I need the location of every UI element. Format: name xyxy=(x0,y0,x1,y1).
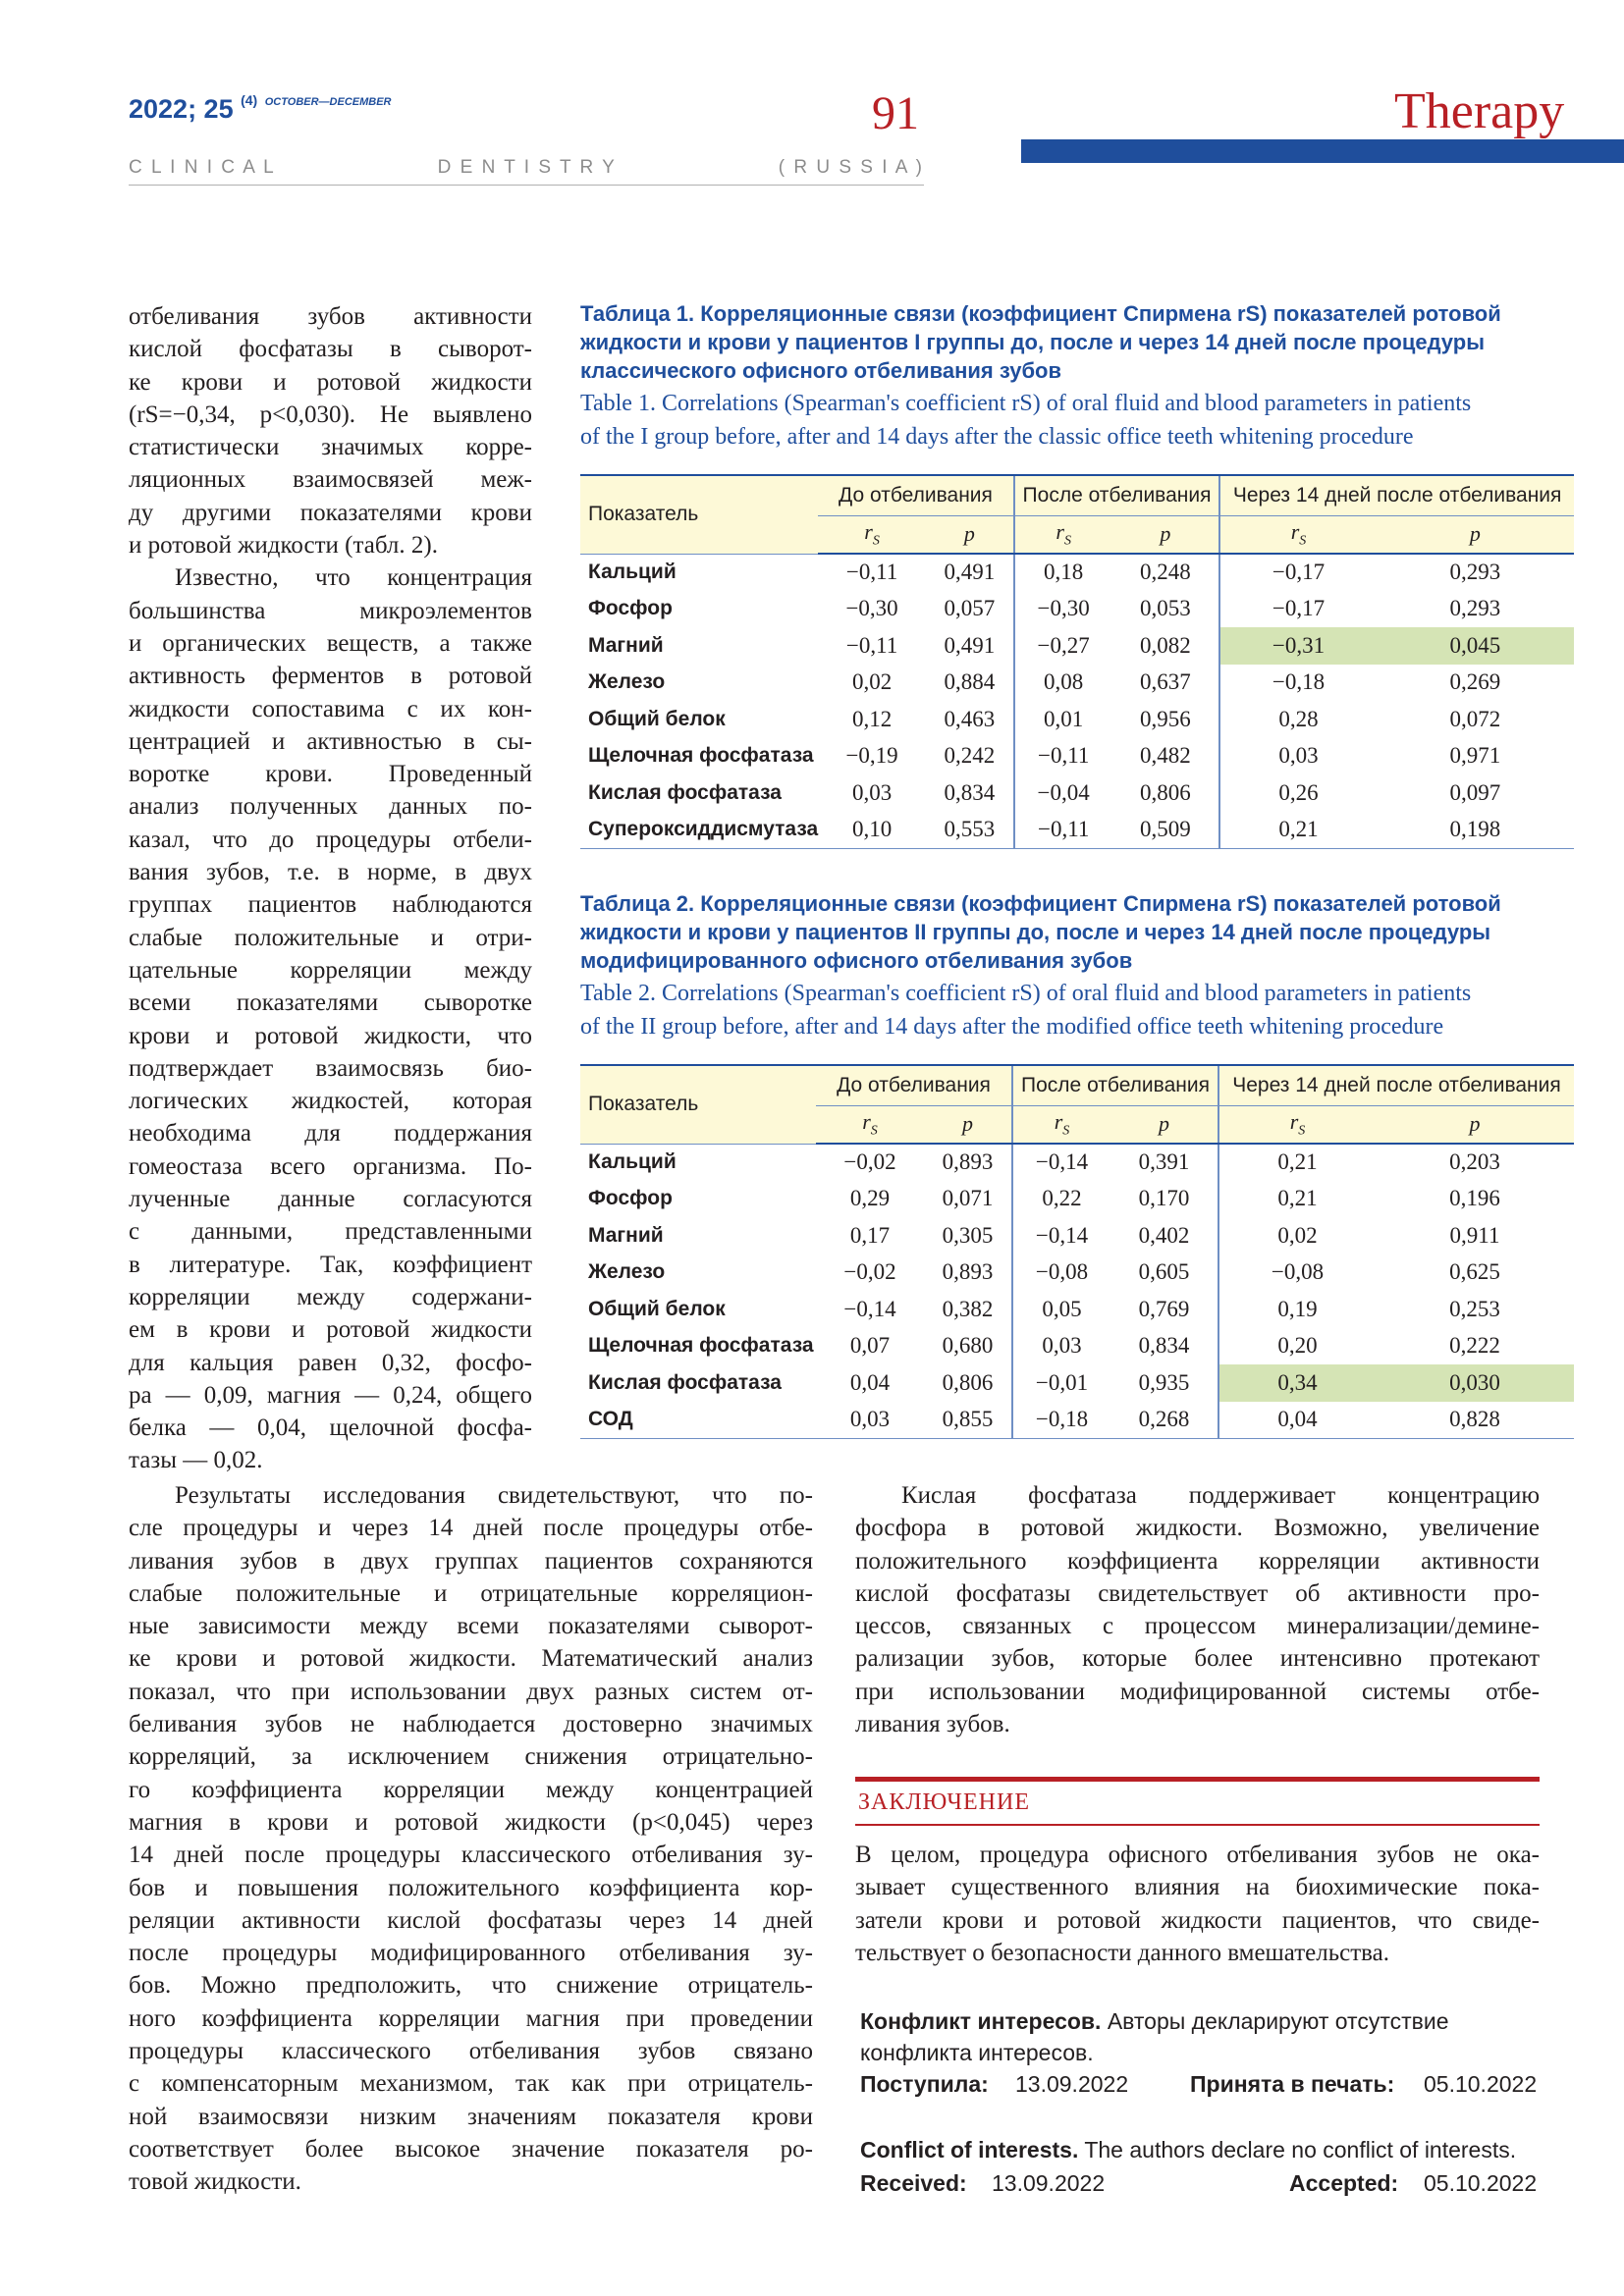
text-line: белка — 0,04, щелочной фосфа- xyxy=(129,1415,532,1442)
subheader-p: p xyxy=(1377,515,1574,554)
text-line: Известно, что концентрация xyxy=(175,564,532,592)
table-cell: 0,04 xyxy=(849,1369,891,1395)
text-line: сле процедуры и через 14 дней после процедуры отбе- xyxy=(129,1515,813,1542)
text-line: группах пациентов наблюдаются xyxy=(129,891,532,919)
table-cell: −0,18 xyxy=(1219,665,1376,702)
table-cell: 0,22 xyxy=(1012,1181,1110,1218)
table-row xyxy=(580,665,1574,702)
table-cell: 0,293 xyxy=(1449,560,1501,585)
table1-caption-ru xyxy=(580,299,1572,385)
table2 xyxy=(580,1064,1574,1439)
text-line: корреляций, за исключением снижения отрицательно- xyxy=(129,1743,813,1771)
table-cell: 0,806 xyxy=(942,1369,994,1395)
text-line: процедуры классического отбеливания зубов связано xyxy=(129,2038,813,2065)
text-line: с данными, представленными xyxy=(129,1218,532,1246)
received-en-date: 13.09.2022 xyxy=(992,2170,1106,2196)
table1-caption xyxy=(580,299,1572,454)
issue-period: OCTOBER—DECEMBER xyxy=(264,96,392,108)
subheader-p: p xyxy=(924,1105,1012,1144)
table-cell: −0,04 xyxy=(1014,774,1112,812)
text-line: отбеливания зубов активности xyxy=(129,303,532,330)
row-label: Щелочная фосфатаза xyxy=(588,1334,814,1358)
row-label: Кальций xyxy=(588,1150,677,1173)
table-cell: 0,305 xyxy=(942,1222,994,1248)
accepted-ru-label: Принята в печать: xyxy=(1190,2071,1395,2097)
section-title: Therapy xyxy=(1394,83,1565,139)
accepted-ru-date: 05.10.2022 xyxy=(1424,2071,1538,2097)
journal-name xyxy=(129,157,924,179)
text-line: беливания зубов не наблюдается достоверно значимых xyxy=(129,1711,813,1738)
text-line: слабые положительные и отри- xyxy=(129,924,532,951)
table-cell: 0,971 xyxy=(1449,743,1501,769)
journal-word: C L I N I C A L xyxy=(129,157,276,178)
table-cell: 0,553 xyxy=(926,812,1014,849)
text-line: жидкости сопоставима с их кон- xyxy=(129,695,532,722)
subheader-rs: $r_S$ xyxy=(816,1105,924,1144)
text-line: показал, что при использовании двух разных систем от- xyxy=(129,1678,813,1705)
table-cell: 0,248 xyxy=(1140,560,1191,585)
table-cell: 0,463 xyxy=(944,706,996,731)
table-cell: 0,402 xyxy=(1138,1222,1190,1248)
text-line: подтверждает взаимосвязь био- xyxy=(129,1054,532,1082)
subheader-p: p xyxy=(1112,515,1220,554)
received-ru-date: 13.09.2022 xyxy=(1015,2071,1129,2097)
conflict-ru-text-1: Авторы декларируют отсутствие xyxy=(1107,2008,1449,2034)
text-line: тельствует о безопасности данного вмешательства. xyxy=(855,1939,1389,1966)
conclusion-rule-top xyxy=(855,1777,1540,1782)
caption-line: жидкости и крови у пациентов I группы до, после и через 14 дней после процедуры xyxy=(580,330,1485,354)
table-cell: 0,253 xyxy=(1449,1296,1500,1321)
table-cell: −0,01 xyxy=(1012,1364,1110,1402)
table-cell: 0,26 xyxy=(1219,774,1376,812)
table-cell: 0,242 xyxy=(944,743,996,769)
caption-line: классического офисного отбеливания зубов xyxy=(580,358,1062,383)
row-label: Кислая фосфатаза xyxy=(588,780,782,804)
conflict-en xyxy=(860,2137,1516,2163)
page-number: 91 xyxy=(872,87,919,139)
header-rule xyxy=(129,185,924,186)
table-cell: 0,605 xyxy=(1138,1259,1190,1285)
text-line: и ротовой жидкости (табл. 2). xyxy=(129,532,438,560)
table-cell: 0,482 xyxy=(1140,743,1191,769)
text-line: статистически значимых корре- xyxy=(129,434,532,461)
column-group-header: После отбеливания xyxy=(1012,1065,1218,1105)
subheader-rs: $r_S$ xyxy=(1012,1105,1110,1144)
text-line: го коэффициента корреляции между концентрацией xyxy=(129,1776,813,1803)
text-line: затели крови и ротовой жидкости пациентов, что свиде- xyxy=(855,1906,1540,1934)
text-line: В целом, процедура офисного отбеливания зубов не ока- xyxy=(855,1842,1540,1868)
table-cell: −0,08 xyxy=(1012,1255,1110,1292)
table-cell: 0,391 xyxy=(1138,1149,1190,1175)
table-row xyxy=(580,1217,1574,1255)
table-cell: 0,10 xyxy=(818,812,926,849)
table-cell: 0,05 xyxy=(1012,1291,1110,1328)
table-cell: 0,28 xyxy=(1219,701,1376,738)
text-line: ные зависимости между всеми показателями сыворот- xyxy=(129,1613,813,1640)
table-cell: −0,11 xyxy=(845,632,898,658)
conclusion-text xyxy=(855,1839,1540,1969)
text-line: ной взаимосвязи низким значениям показателя крови xyxy=(129,2103,813,2130)
table-cell: 0,29 xyxy=(849,1186,891,1211)
subheader-rs: $r_S$ xyxy=(1219,515,1376,554)
text-line: рализации зубов, которые более интенсивно протекают xyxy=(855,1645,1540,1673)
table-cell: −0,11 xyxy=(845,560,898,585)
table-cell: 0,956 xyxy=(1140,706,1191,731)
table-row xyxy=(580,774,1574,812)
accepted-en-date: 05.10.2022 xyxy=(1424,2170,1538,2196)
conflict-ru xyxy=(860,2005,1547,2068)
table-cell: 0,02 xyxy=(851,669,893,695)
table-cell: 0,893 xyxy=(942,1149,994,1175)
table-cell: 0,834 xyxy=(1138,1333,1190,1359)
table-cell: 0,222 xyxy=(1449,1333,1500,1359)
table-cell: 0,769 xyxy=(1138,1296,1190,1321)
row-label: Магний xyxy=(588,633,664,657)
text-line: ду другими показателями крови xyxy=(129,499,532,526)
table-row xyxy=(580,1144,1574,1181)
subheader-rs: $r_S$ xyxy=(1218,1105,1376,1144)
subheader-p: p xyxy=(1376,1105,1574,1144)
table-cell: −0,02 xyxy=(843,1149,896,1175)
subheader-p: p xyxy=(926,515,1014,554)
header-bar xyxy=(1021,139,1624,163)
bottom-left-text xyxy=(129,1479,813,2199)
table-row xyxy=(580,1328,1574,1365)
text-line: для кальция равен 0,32, фосфо- xyxy=(129,1349,532,1376)
caption-line: модифицированного офисного отбеливания зубов xyxy=(580,948,1133,973)
row-label: Общий белок xyxy=(588,707,726,730)
text-line: цательные корреляции между xyxy=(129,956,532,984)
table-cell: 0,17 xyxy=(849,1222,891,1248)
table-cell: −0,17 xyxy=(1219,591,1376,628)
table-cell: 0,057 xyxy=(944,596,996,621)
text-line: цессов, связанных с процессом минерализации/демине- xyxy=(855,1613,1540,1640)
conflict-ru-text-2: конфликта интересов. xyxy=(860,2040,1094,2065)
journal-word: D E N T I S T R Y xyxy=(437,157,617,178)
text-line: магния в крови и ротовой жидкости (p<0,045) через xyxy=(129,1808,813,1836)
table-cell: 0,509 xyxy=(1112,812,1220,849)
caption-line: жидкости и крови у пациентов II группы до, после и через 14 дней после процедуры xyxy=(580,920,1491,944)
table-row xyxy=(580,627,1574,665)
table-cell: 0,03 xyxy=(1219,738,1376,775)
table2-caption xyxy=(580,889,1572,1043)
table-cell: 0,935 xyxy=(1138,1369,1190,1395)
text-line: с компенсаторным механизмом, так как при отрицатель- xyxy=(129,2070,813,2098)
table-cell: −0,11 xyxy=(1014,812,1112,849)
column-group-header: До отбеливания xyxy=(816,1065,1012,1105)
table-cell: 0,21 xyxy=(1219,812,1376,849)
text-line: активность ферментов в ротовой xyxy=(129,663,532,690)
table-cell: 0,170 xyxy=(1138,1186,1190,1211)
issue-label: 2022; 25 $^{(4)}$ $^{OCTOBER—DECEMBER}$ xyxy=(129,92,392,124)
row-label: Фосфор xyxy=(588,1187,673,1210)
table-cell: −0,02 xyxy=(843,1259,896,1285)
table-cell: −0,11 xyxy=(1014,738,1112,775)
text-line: 14 дней после процедуры классического отбеливания зу- xyxy=(129,1842,813,1869)
table-cell: 0,03 xyxy=(816,1402,924,1439)
caption-line: Таблица 1. Корреляционные связи (коэффициент Спирмена rS) показателей ротовой xyxy=(580,301,1501,326)
row-label: Железо xyxy=(588,670,666,694)
table-cell: 0,491 xyxy=(944,560,996,585)
table-row xyxy=(580,591,1574,628)
table-cell: −0,30 xyxy=(845,596,898,621)
subheader-p: p xyxy=(1110,1105,1218,1144)
subheader-rs: $r_S$ xyxy=(1014,515,1112,554)
table-cell: 0,03 xyxy=(851,779,893,805)
conflict-en-label: Conflict of interests. xyxy=(860,2137,1079,2163)
table-row xyxy=(580,1364,1574,1402)
table-cell: 0,08 xyxy=(1014,665,1112,702)
text-line: ке крови и ротовой жидкости xyxy=(129,368,532,396)
row-label: СОД xyxy=(580,1402,816,1439)
table-cell: 0,268 xyxy=(1110,1402,1218,1439)
table-cell: −0,30 xyxy=(1014,591,1112,628)
table-cell: 0,269 xyxy=(1449,669,1501,695)
text-line: гомеостаза всего организма. По- xyxy=(129,1152,532,1180)
table-row xyxy=(580,1255,1574,1292)
text-line: после процедуры модифицированного отбеливания зу- xyxy=(129,1940,813,1967)
text-line: ливания зубов в двух группах пациентов сохраняются xyxy=(129,1547,813,1575)
table-cell: −0,18 xyxy=(1012,1402,1110,1439)
text-line: реляции активности кислой фосфатазы через 14 дней xyxy=(129,1906,813,1934)
conflict-en-text: The authors declare no conflict of interests. xyxy=(1084,2137,1517,2163)
bottom-right-text xyxy=(855,1479,1540,1740)
table-cell: −0,17 xyxy=(1219,554,1376,591)
table-cell: 0,491 xyxy=(944,632,996,658)
text-line: необходима для поддержания xyxy=(129,1120,532,1148)
text-line: бов. Можно предположить, что снижение отрицатель- xyxy=(129,1972,813,2000)
row-label: Магний xyxy=(588,1223,664,1247)
text-line: ливания зубов. xyxy=(855,1711,1010,1738)
text-line: воротке крови. Проведенный xyxy=(129,761,532,788)
table-cell: 0,680 xyxy=(942,1333,994,1359)
text-line: ке крови и ротовой жидкости. Математический анализ xyxy=(129,1645,813,1673)
table2-caption-en xyxy=(580,977,1572,1043)
column-group-header: Через 14 дней после отбеливания xyxy=(1218,1065,1574,1105)
table-cell: 0,04 xyxy=(1218,1402,1376,1439)
table-cell: 0,045 xyxy=(1377,627,1574,665)
table-cell: 0,196 xyxy=(1449,1186,1500,1211)
text-line: ра — 0,09, магния — 0,24, общего xyxy=(129,1381,532,1409)
column-header-indicator: Показатель xyxy=(580,475,818,554)
row-label: Щелочная фосфатаза xyxy=(588,744,814,768)
table-cell: 0,01 xyxy=(1014,701,1112,738)
table-cell: 0,19 xyxy=(1218,1291,1376,1328)
received-ru-label: Поступила: xyxy=(860,2071,989,2097)
text-line: в литературе. Так, коэффициент xyxy=(129,1251,532,1278)
text-line: Кислая фосфатаза поддерживает концентрацию xyxy=(901,1482,1540,1509)
table-cell: 0,18 xyxy=(1014,554,1112,591)
table-cell: 0,02 xyxy=(1218,1217,1376,1255)
table-cell: 0,053 xyxy=(1140,596,1191,621)
table-cell: −0,14 xyxy=(1012,1144,1110,1181)
table-cell: 0,082 xyxy=(1140,632,1191,658)
table-cell: 0,12 xyxy=(851,706,893,731)
table-cell: 0,203 xyxy=(1449,1149,1500,1175)
subheader-rs: $r_S$ xyxy=(818,515,926,554)
received-en-label: Received: xyxy=(860,2170,967,2196)
text-line: зывает существенного влияния на биохимические пока- xyxy=(855,1874,1540,1901)
table-row xyxy=(580,1181,1574,1218)
row-label: Кальций xyxy=(588,561,677,583)
text-line: при использовании модифицированной системы отбе- xyxy=(855,1678,1540,1705)
table-row xyxy=(580,554,1574,591)
table-cell: 0,097 xyxy=(1449,779,1501,805)
issue-number: (4) xyxy=(241,92,258,108)
text-line: слабые положительные и отрицательные корреляцион- xyxy=(129,1579,813,1607)
column-group-header: До отбеливания xyxy=(818,475,1014,515)
table-row xyxy=(580,812,1574,849)
column-group-header: Через 14 дней после отбеливания xyxy=(1219,475,1574,515)
text-line: кислой фосфатазы свидетельствует об активности про- xyxy=(855,1579,1540,1607)
row-label: Фосфор xyxy=(588,597,673,620)
journal-word: ( R U S S I A ) xyxy=(778,157,924,178)
table-cell: 0,21 xyxy=(1218,1144,1376,1181)
text-line: большинства микроэлементов xyxy=(129,597,532,624)
table-row xyxy=(580,738,1574,775)
caption-line: of the II group before, after and 14 days after the modified office teeth whitening procedure xyxy=(580,1014,1444,1040)
conclusion-title: ЗАКЛЮЧЕНИЕ xyxy=(858,1789,1030,1815)
caption-line: Table 1. Correlations (Spearman's coefficient rS) of oral fluid and blood parameters in patients xyxy=(580,391,1472,416)
caption-line: of the I group before, after and 14 days after the classic office teeth whitening procedure xyxy=(580,424,1414,450)
table-cell: 0,030 xyxy=(1376,1364,1574,1402)
table-cell: 0,382 xyxy=(942,1296,994,1321)
conflict-ru-label: Конфликт интересов. xyxy=(860,2008,1102,2034)
text-line: центрацией и активностью в сы- xyxy=(129,727,532,755)
table-row xyxy=(580,1291,1574,1328)
table-cell: 0,07 xyxy=(849,1333,891,1359)
table-cell: −0,08 xyxy=(1218,1255,1376,1292)
text-line: всеми показателями сыворотке xyxy=(129,989,532,1017)
table-cell: 0,806 xyxy=(1140,779,1191,805)
table-row xyxy=(580,701,1574,738)
text-line: товой жидкости. xyxy=(129,2168,301,2196)
table-cell: 0,893 xyxy=(942,1259,994,1285)
left-column-text xyxy=(129,300,532,1477)
text-line: анализ полученных данных по- xyxy=(129,793,532,821)
table-cell: 0,637 xyxy=(1140,669,1191,695)
table-cell: 0,03 xyxy=(1012,1328,1110,1365)
text-line: соответствует более высокое значение показателя ро- xyxy=(129,2135,813,2163)
table-cell: 0,911 xyxy=(1449,1222,1500,1248)
text-line: крови и ротовой жидкости, что xyxy=(129,1022,532,1049)
row-label: Железо xyxy=(588,1260,666,1284)
table-cell: 0,625 xyxy=(1449,1259,1500,1285)
table-cell: 0,198 xyxy=(1377,812,1574,849)
table-cell: −0,27 xyxy=(1014,627,1112,665)
text-line: тазы — 0,02. xyxy=(129,1447,263,1474)
table-cell: −0,31 xyxy=(1219,627,1376,665)
text-line: (rS=−0,34, p<0,030). Не выявлено xyxy=(129,400,532,428)
table-cell: −0,14 xyxy=(1012,1217,1110,1255)
table-row xyxy=(580,1402,1574,1439)
table-cell: 0,20 xyxy=(1218,1328,1376,1365)
table-cell: 0,855 xyxy=(924,1402,1012,1439)
text-line: ляционных взаимосвязей меж- xyxy=(129,466,532,494)
caption-line: Таблица 2. Корреляционные связи (коэффициент Спирмена rS) показателей ротовой xyxy=(580,891,1501,916)
table-cell: −0,19 xyxy=(845,743,898,769)
text-line: казал, что до процедуры отбели- xyxy=(129,826,532,853)
row-label: Кислая фосфатаза xyxy=(588,1370,782,1394)
text-line: ного коэффициента корреляции магния при проведении xyxy=(129,2004,813,2032)
text-line: бов и повышения положительного коэффициента кор- xyxy=(129,1874,813,1901)
conclusion-rule-bottom xyxy=(855,1824,1540,1826)
text-line: корреляции между содержани- xyxy=(129,1283,532,1310)
column-group-header: После отбеливания xyxy=(1014,475,1220,515)
column-header-indicator: Показатель xyxy=(580,1065,816,1144)
table-cell: 0,884 xyxy=(944,669,996,695)
text-line: кислой фосфатазы в сыворот- xyxy=(129,336,532,363)
row-label: Общий белок xyxy=(588,1297,726,1320)
text-line: Результаты исследования свидетельствуют, что по- xyxy=(175,1482,813,1509)
table-cell: 0,072 xyxy=(1449,706,1501,731)
table-cell: 0,834 xyxy=(944,779,996,805)
text-line: вания зубов, т.е. в норме, в двух xyxy=(129,859,532,886)
table-cell: 0,21 xyxy=(1218,1181,1376,1218)
row-label: Супероксиддисмутаза xyxy=(580,812,818,849)
text-line: и органических веществ, а также xyxy=(129,629,532,657)
table1 xyxy=(580,474,1574,849)
text-line: ем в крови и ротовой жидкости xyxy=(129,1316,532,1344)
table-cell: 0,828 xyxy=(1376,1402,1574,1439)
text-line: фосфора в ротовой жидкости. Возможно, увеличение xyxy=(855,1515,1540,1542)
text-line: положительного коэффициента корреляции активности xyxy=(855,1547,1540,1575)
table-cell: 0,293 xyxy=(1449,596,1501,621)
table2-caption-ru xyxy=(580,889,1572,975)
table-cell: 0,071 xyxy=(942,1186,994,1211)
table-cell: −0,14 xyxy=(843,1296,896,1321)
caption-line: Table 2. Correlations (Spearman's coefficient rS) of oral fluid and blood parameters in patients xyxy=(580,981,1472,1006)
table-cell: 0,34 xyxy=(1218,1364,1376,1402)
text-line: лученные данные согласуются xyxy=(129,1186,532,1213)
accepted-en-label: Accepted: xyxy=(1289,2170,1399,2196)
text-line: логических жидкостей, которая xyxy=(129,1088,532,1115)
table1-caption-en xyxy=(580,387,1572,454)
